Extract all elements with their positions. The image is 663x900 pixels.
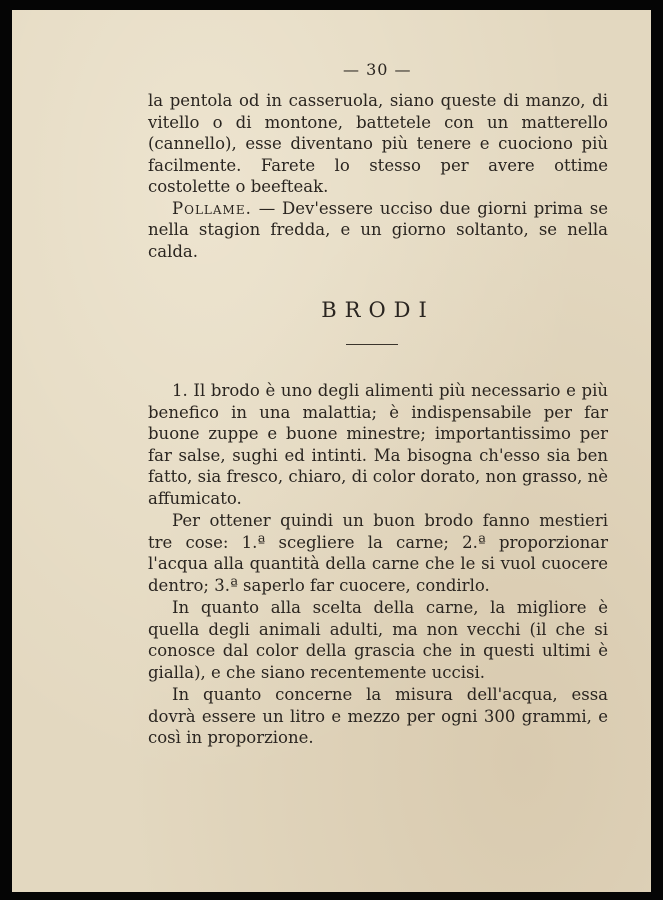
paragraph-2: Per ottener quindi un buon brodo fanno mestieri tre cose: 1.ª scegliere la carne; 2.ª proporzionar l'acqua alla quantità della carne che le si vuol cuocere dentro; 3.ª saperlo far cuocere, condirlo. [148,511,608,595]
title-divider [346,344,398,345]
pollame-label: Pollame. [172,198,252,218]
paragraph-1: 1. Il brodo è uno degli alimenti più necessario e più benefico in una malattia; è indispensabile per far buone zuppe e buone minestre; importantissimo per far salse, sughi ed intinti. Ma bisogna ch'esso sia ben fatto, sia fresco, chiaro, di color dorato, non grasso, nè affumicato. [148,381,608,508]
paragraph-3: In quanto alla scelta della carne, la migliore è quella degli animali adulti, ma non vecchi (il che si conosce dal color della grascia che in questi ultimi è gialla), e che siano recentemente uccisi. [148,598,608,682]
intro-text [148,90,608,262]
page-number: — 30 — [343,60,412,79]
section-title: BRODI [321,298,435,322]
book-page [12,10,651,892]
brodi-text [148,380,608,750]
paragraph-4: In quanto concerne la misura dell'acqua, essa dovrà essere un litro e mezzo per ogni 300 grammi, e così in proporzione. [148,685,608,747]
pollame-text: — Dev'essere ucciso due giorni prima se nella stagion fredda, e un giorno soltanto, se nella calda. [148,198,608,261]
pollame-paragraph [148,198,608,263]
continuation-paragraph: la pentola od in casseruola, siano queste di manzo, di vitello o di montone, battetele con un matterello (cannello), esse diventano più tenere e cuociono più facilmente. Farete lo stesso per avere ottime costolette o beefteak. [148,91,608,196]
